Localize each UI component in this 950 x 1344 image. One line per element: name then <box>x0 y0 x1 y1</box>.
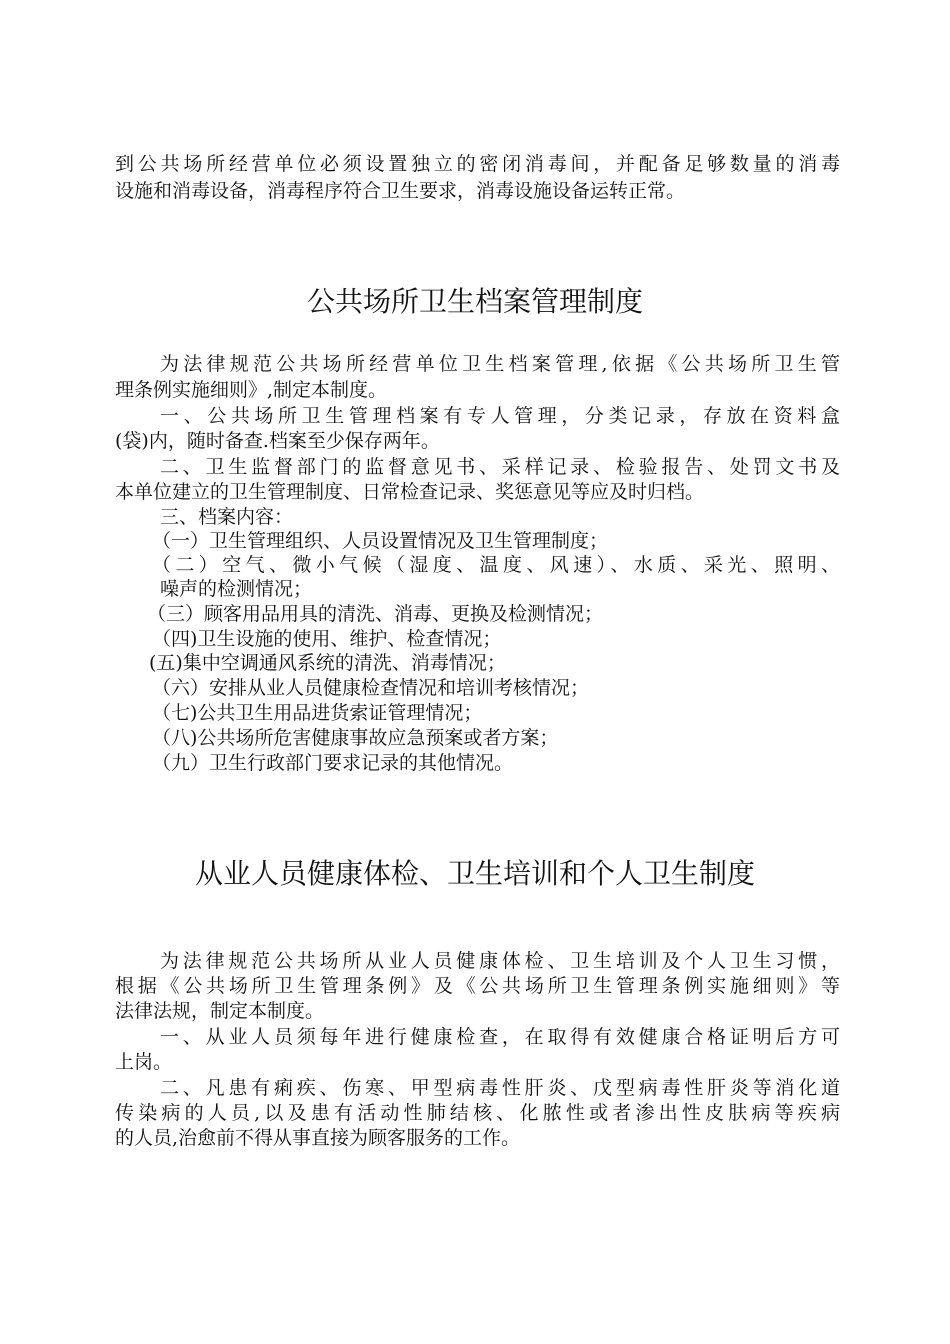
section2-para3-line1: 二、凡患有痢疾、伤寒、甲型病毒性肝炎、戊型病毒性肝炎等消化道 <box>160 1077 840 1099</box>
intro-line-1: 到公共场所经营单位必须设置独立的密闭消毒间，并配备足够数量的消毒 <box>115 153 840 175</box>
archive-item-5: (五)集中空调通风系统的清洗、消毒情况； <box>149 652 506 674</box>
intro-line-2: 设施和消毒设备，消毒程序符合卫生要求，消毒设施设备运转正常。 <box>115 180 686 202</box>
section2-para3-line3: 的人员,治愈前不得从事直接为顾客服务的工作。 <box>115 1127 521 1149</box>
archive-item-8: （八)公共场所危害健康事故应急预案或者方案； <box>152 727 559 749</box>
section2-para1-line3: 法律法规，制定本制度。 <box>115 1000 325 1022</box>
archive-item-6: （六）安排从业人员健康检查情况和培训考核情况； <box>152 677 590 699</box>
section2-para1-line1: 为法律规范公共场所从业人员健康体检、卫生培训及个人卫生习惯， <box>160 950 840 972</box>
section1-title: 公共场所卫生档案管理制度 <box>306 285 643 318</box>
section1-para2-line2: (袋)内，随时备查.档案至少保存两年。 <box>115 430 440 452</box>
archive-item-9: （九）卫生行政部门要求记录的其他情况。 <box>152 752 514 774</box>
section2-para3-line2: 传染病的人员,以及患有活动性肺结核、化脓性或者渗出性皮肤病等疾病 <box>115 1102 840 1124</box>
archive-item-4: （四)卫生设施的使用、维护、检查情况； <box>152 628 502 650</box>
archive-item-1: （一）卫生管理组织、人员设置情况及卫生管理制度； <box>152 530 609 552</box>
section1-para3-line2: 本单位建立的卫生管理制度、日常检查记录、奖惩意见等应及时归档。 <box>115 481 705 503</box>
section2-para1-line2: 根据《公共场所卫生管理条例》及《公共场所卫生管理条例实施细则》等 <box>115 975 840 997</box>
section1-para1-line1: 为法律规范公共场所经营单位卫生档案管理,依据《公共场所卫生管 <box>160 353 840 375</box>
archive-item-7: （七)公共卫生用品进货索证管理情况； <box>152 702 483 724</box>
section1-para1-line2: 理条例实施细则》,制定本制度。 <box>115 379 388 401</box>
section2-para2-line2: 上岗。 <box>115 1051 173 1073</box>
section1-para4: 三、档案内容： <box>160 506 294 528</box>
archive-item-2-line2: 噪声的检测情况； <box>160 578 313 600</box>
section2-para2-line1: 一、从业人员须每年进行健康检查，在取得有效健康合格证明后方可 <box>160 1026 840 1048</box>
section2-title: 从业人员健康体检、卫生培训和个人卫生制度 <box>194 857 755 890</box>
section1-para2-line1: 一、公共场所卫生管理档案有专人管理，分类记录，存放在资料盒 <box>160 405 840 427</box>
archive-item-3: （三）顾客用品用具的清洗、消毒、更换及检测情况； <box>147 603 604 625</box>
archive-item-2-line1: （二）空气、微小气候（湿度、温度、风速）、水质、采光、照明、 <box>152 554 840 576</box>
section1-para3-line1: 二、卫生监督部门的监督意见书、采样记录、检验报告、处罚文书及 <box>160 456 840 478</box>
